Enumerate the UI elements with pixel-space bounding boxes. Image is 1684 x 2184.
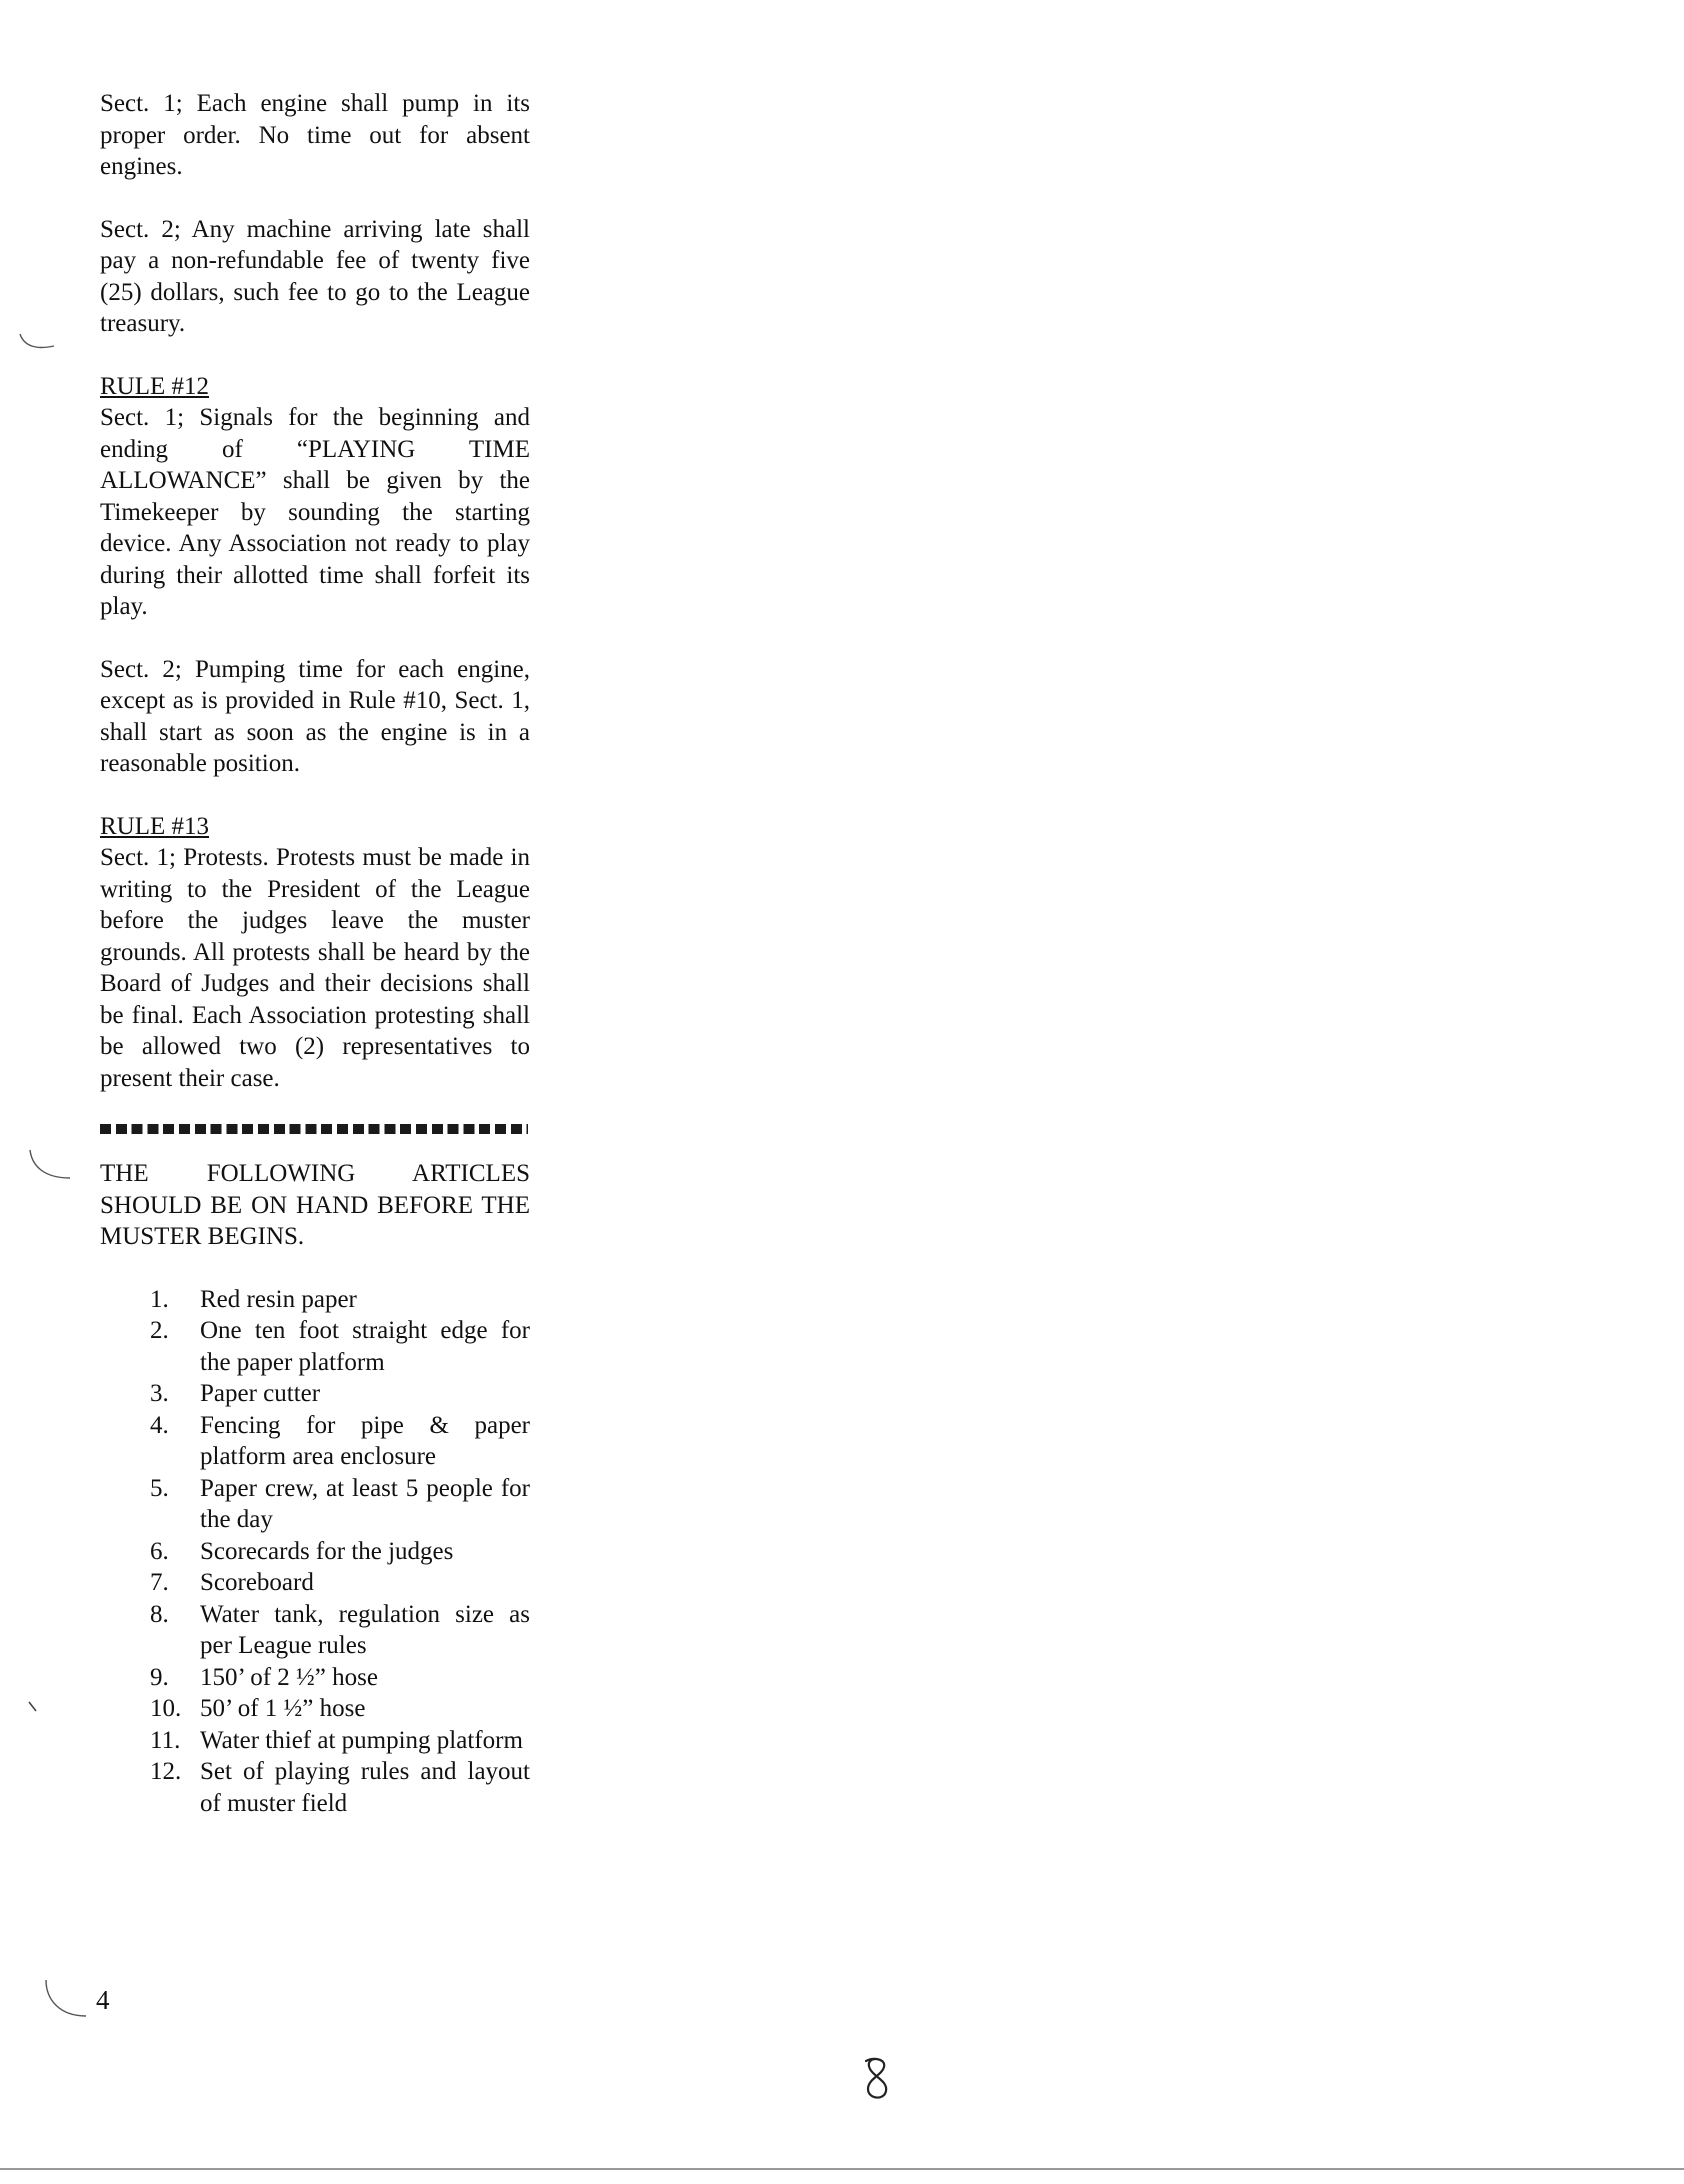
list-item-number: 6. [150,1537,169,1565]
list-item [100,1662,530,1694]
rules-column [100,88,530,1819]
list-item [100,1378,530,1410]
list-item [100,1536,530,1568]
list-item-text: 50’ of 1 ½” hose [200,1695,366,1722]
list-item-text: Paper cutter [200,1380,321,1407]
list-item-number: 10. [150,1695,182,1722]
list-item-number: 11. [150,1726,181,1754]
list-item [100,1410,530,1473]
articles-list [100,1284,530,1820]
page-number: 4 [96,1985,110,2015]
articles-heading: THE FOLLOWING ARTICLES SHOULD BE ON HAND BEFORE THE MUSTER BEGINS. [100,1160,530,1250]
list-item [100,1567,530,1599]
margin-mark [18,330,58,354]
list-item-text: Scorecards for the judges [200,1537,454,1565]
list-item-number: 9. [150,1663,169,1691]
list-item-text: Red resin paper [200,1285,357,1313]
list-item [100,1473,530,1536]
list-item-text: Water thief at pumping platform [200,1726,523,1754]
handwritten-page-mark [860,2055,894,2105]
rules-sections [100,88,530,1094]
rule-section-paragraph: Sect. 1; Protests. Protests must be made in writing to the President of the League before the judges leave the muster grounds. All protests shall be heard by the Board of Judges and their decisions shall be final. Each Association protesting shall be allowed two (2) representatives to present their case. [100,844,530,1092]
scan-bottom-line [0,2168,1684,2170]
list-item-text: Paper crew, at least 5 people for the day [200,1474,530,1533]
list-item [100,1599,530,1662]
list-item [100,1284,530,1316]
list-item-number: 4. [150,1411,169,1439]
list-item [100,1693,530,1725]
rule-section-paragraph: Sect. 2; Pumping time for each engine, except as is provided in Rule #10, Sect. 1, shall start as soon as the engine is in a reasonable position. [100,655,530,777]
rule-section-paragraph: Sect. 1; Signals for the beginning and ending of “PLAYING TIME ALLOWANCE” shall be given by the Timekeeper by sounding the starting device. Any Association not ready to play during their allotted time shall forfeit its play. [100,404,530,620]
list-item-number: 12. [150,1758,182,1785]
list-item-number: 2. [150,1317,169,1344]
list-item [100,1756,530,1819]
list-item [100,1315,530,1378]
list-item-number: 7. [150,1569,169,1596]
list-item [100,1725,530,1757]
list-item-number: 5. [150,1474,169,1502]
margin-mark [26,1700,40,1714]
margin-mark [26,1148,76,1188]
rule-heading: RULE #12 [100,372,210,400]
list-item-number: 3. [150,1380,169,1407]
list-item-text: Set of playing rules and layout of muster field [200,1758,530,1817]
list-item-text: Fencing for pipe & paper platform area enclosure [200,1411,530,1470]
rule-section-paragraph: Sect. 1; Each engine shall pump in its proper order. No time out for absent engines. [100,90,530,180]
list-item-number: 8. [150,1600,169,1628]
list-item-number: 1. [150,1285,169,1313]
list-item-text: 150’ of 2 ½” hose [200,1663,378,1691]
rule-heading: RULE #13 [100,812,210,840]
dashed-separator [100,1124,528,1134]
rule-section-paragraph: Sect. 2; Any machine arriving late shall pay a non-refundable fee of twenty five (25) dollars, such fee to go to the League treasury. [100,215,530,337]
list-item-text: Scoreboard [200,1569,314,1596]
list-item-text: One ten foot straight edge for the paper platform [200,1317,530,1376]
list-item-text: Water tank, regulation size as per League rules [200,1600,530,1659]
margin-mark [40,1978,90,2024]
